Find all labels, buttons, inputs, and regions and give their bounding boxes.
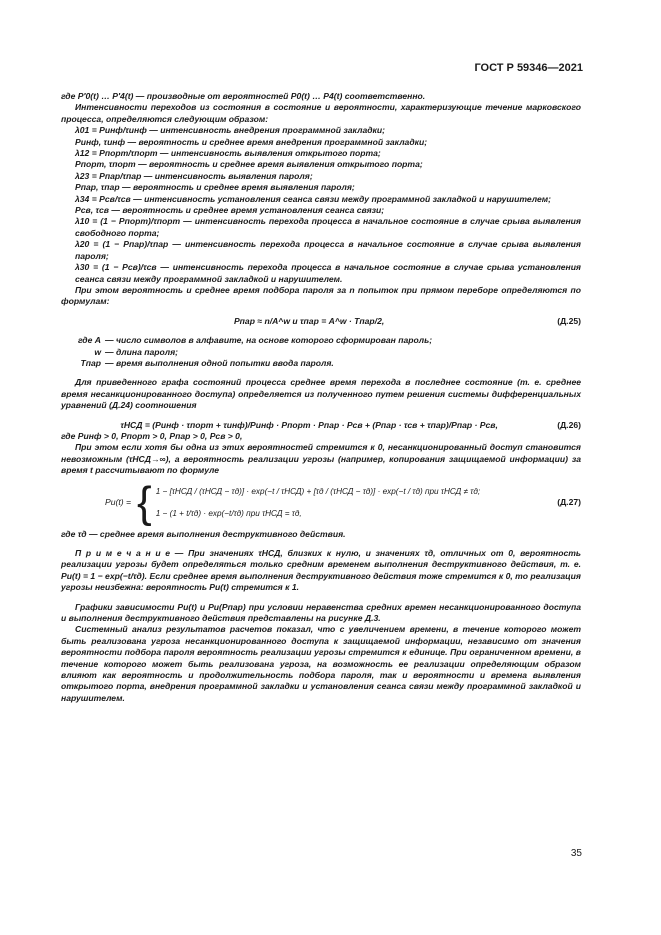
paragraph-system-analysis: Системный анализ результатов расчетов показал, что с увеличением времени, в течение которого может быть реализована угроза несанкционированного доступа к защищаемой информации, независимо от значения вероятности подбора пароля вероятность реализации угрозы стремится к единице. При ограниченном времени, в течение которого может быть реализована угроза, на возможность ее реализации определяющим образом влияют как вероятность и продолжительность подбора пароля, так и вероятности и времена выявления открытого порта, внедрения программной закладки и установления сеанса связи между программной закладкой и нарушителем.: [61, 624, 581, 703]
paragraph-intensities-intro: Интенсивности переходов из состояния в состояние и вероятности, характеризующие течение марковского процесса, определяются следующим образом:: [61, 102, 581, 124]
page-number: 35: [570, 848, 582, 859]
paragraph-derivatives: где P′0(t) … P′4(t) — производные от вероятностей P0(t) … P4(t) соответственно.: [61, 91, 426, 101]
where-text: — время выполнения одной попытки ввода пароля.: [105, 357, 334, 368]
definition-item: λ34 = Pсв/τсв — интенсивность установления сеанса связи между программной закладкой и нарушителем;: [75, 193, 551, 204]
definition-item: λ01 = Pинф/τинф — интенсивность внедрения программной закладки;: [75, 125, 386, 136]
paragraph-probability-zero: При этом если хотя бы одна из этих вероятностей стремится к 0, несанкционированный доступ становится невозможным (τНСД→∞), а вероятность реализации угрозы (например, копирования защищаемой информации) за время t рассчитывают по формуле: [61, 442, 581, 476]
definition-item: Pпар, τпар — вероятность и среднее время выявления пароля;: [75, 182, 355, 193]
page-content: [61, 91, 581, 704]
paragraph-graphs: Графики зависимости Pu(t) и Pu(Pпар) при условии неравенства средних времен несанкционированного доступа и выполнения деструктивного действия представлены на рисунке Д.3.: [61, 601, 581, 624]
where-symbol: где A: [78, 335, 101, 346]
paragraph-conditions: где Pинф > 0, Pпорт > 0, Pпар > 0, Pсв > 0,: [61, 430, 243, 441]
definition-item: λ23 = Pпар/τпар — интенсивность выявления пароля;: [75, 170, 313, 181]
where-row: [61, 335, 581, 346]
equation-d27: [61, 477, 581, 527]
definition-item: λ30 = (1 − Pсв)/τсв — интенсивность перехода процесса в начальное состояние в случае срыва установления сеанса связи между программной закладкой и нарушителем.: [75, 262, 581, 284]
equation-d27-case-2: 1 − (1 + t/τд) · exp(−t/τд) при τНСД = τд,: [155, 508, 302, 518]
definition-item: λ20 = (1 − Pпар)/τпар — интенсивность перехода процесса в начальное состояние в случае срыва выявления пароля;: [75, 239, 581, 261]
paragraph-destructive-time: где τд — среднее время выполнения деструктивного действия.: [61, 528, 346, 539]
where-symbol: Tпар: [80, 357, 101, 368]
equation-d25: [61, 316, 581, 327]
equation-d25-expression: Pпар ≈ n/A^w и τпар = A^w · Tпар/2,: [233, 315, 385, 326]
equation-d27-case-1: 1 − [τНСД / (τНСД − τд)] · exp(−t / τНСД) + [τд / (τНСД − τд)] · exp(−t / τд) при τНСД ≠ τд;: [155, 486, 481, 496]
note-paragraph: П р и м е ч а н и е — При значениях τНСД, близких к нулю, и значениях τд, отличных от 0, вероятность реализации угрозы будет определяться только средним временем выполнения деструктивного действия, т. е. Pu(t) = 1 − exp(−t/τд). Если среднее время выполнения деструктивного действия тоже стремится к 0, то реализация угрозы неизбежна: вероятность Pu(t) стремится к 1.: [61, 548, 581, 593]
paragraph-state-graph: Для приведенного графа состояний процесса среднее время перехода в последнее состояние (т. е. среднее время несанкционированного доступа) определяется из полученного путем решения системы дифференциальных уравнений (Д.24) соотношения: [61, 377, 581, 411]
where-row: [61, 358, 581, 369]
definition-item: Pсв, τсв — вероятность и среднее время установления сеанса связи;: [75, 205, 385, 216]
equation-d27-number: (Д.27): [557, 496, 581, 507]
equation-d27-lhs: Pu(t) =: [104, 496, 131, 507]
equation-d26-expression: τНСД = (Pинф · τпорт + τинф)/Pинф · Pпорт · Pпар · Pсв + (Pпар · τсв + τпар)/Pпар · Pсв,: [120, 419, 498, 430]
paragraph-password-selection: При этом вероятность и среднее время подбора пароля за n попыток при прямом переборе определяются по формулам:: [61, 284, 581, 307]
where-text: — число символов в алфавите, на основе которого сформирован пароль;: [105, 335, 433, 346]
equation-d25-number: (Д.25): [557, 315, 581, 326]
where-row: [61, 347, 581, 358]
equation-d26-number: (Д.26): [557, 419, 581, 430]
definition-item: λ12 = Pпорт/τпорт — интенсивность выявления открытого порта;: [75, 148, 381, 159]
document-id: ГОСТ Р 59346—2021: [474, 62, 583, 74]
left-brace-icon: {: [137, 477, 152, 527]
definition-item: λ10 = (1 − Pпорт)/τпорт — интенсивность перехода процесса в начальное состояние в случае срыва выявления свободного порта;: [75, 216, 581, 238]
where-symbol: w: [94, 346, 101, 357]
equation-d26: [61, 420, 581, 431]
definition-item: Pинф, τинф — вероятность и среднее время внедрения программной закладки;: [75, 136, 428, 147]
definition-item: Pпорт, τпорт — вероятность и среднее время выявления открытого порта;: [75, 159, 423, 170]
equation-d27-cases: [156, 481, 558, 525]
where-text: — длина пароля;: [105, 346, 179, 357]
